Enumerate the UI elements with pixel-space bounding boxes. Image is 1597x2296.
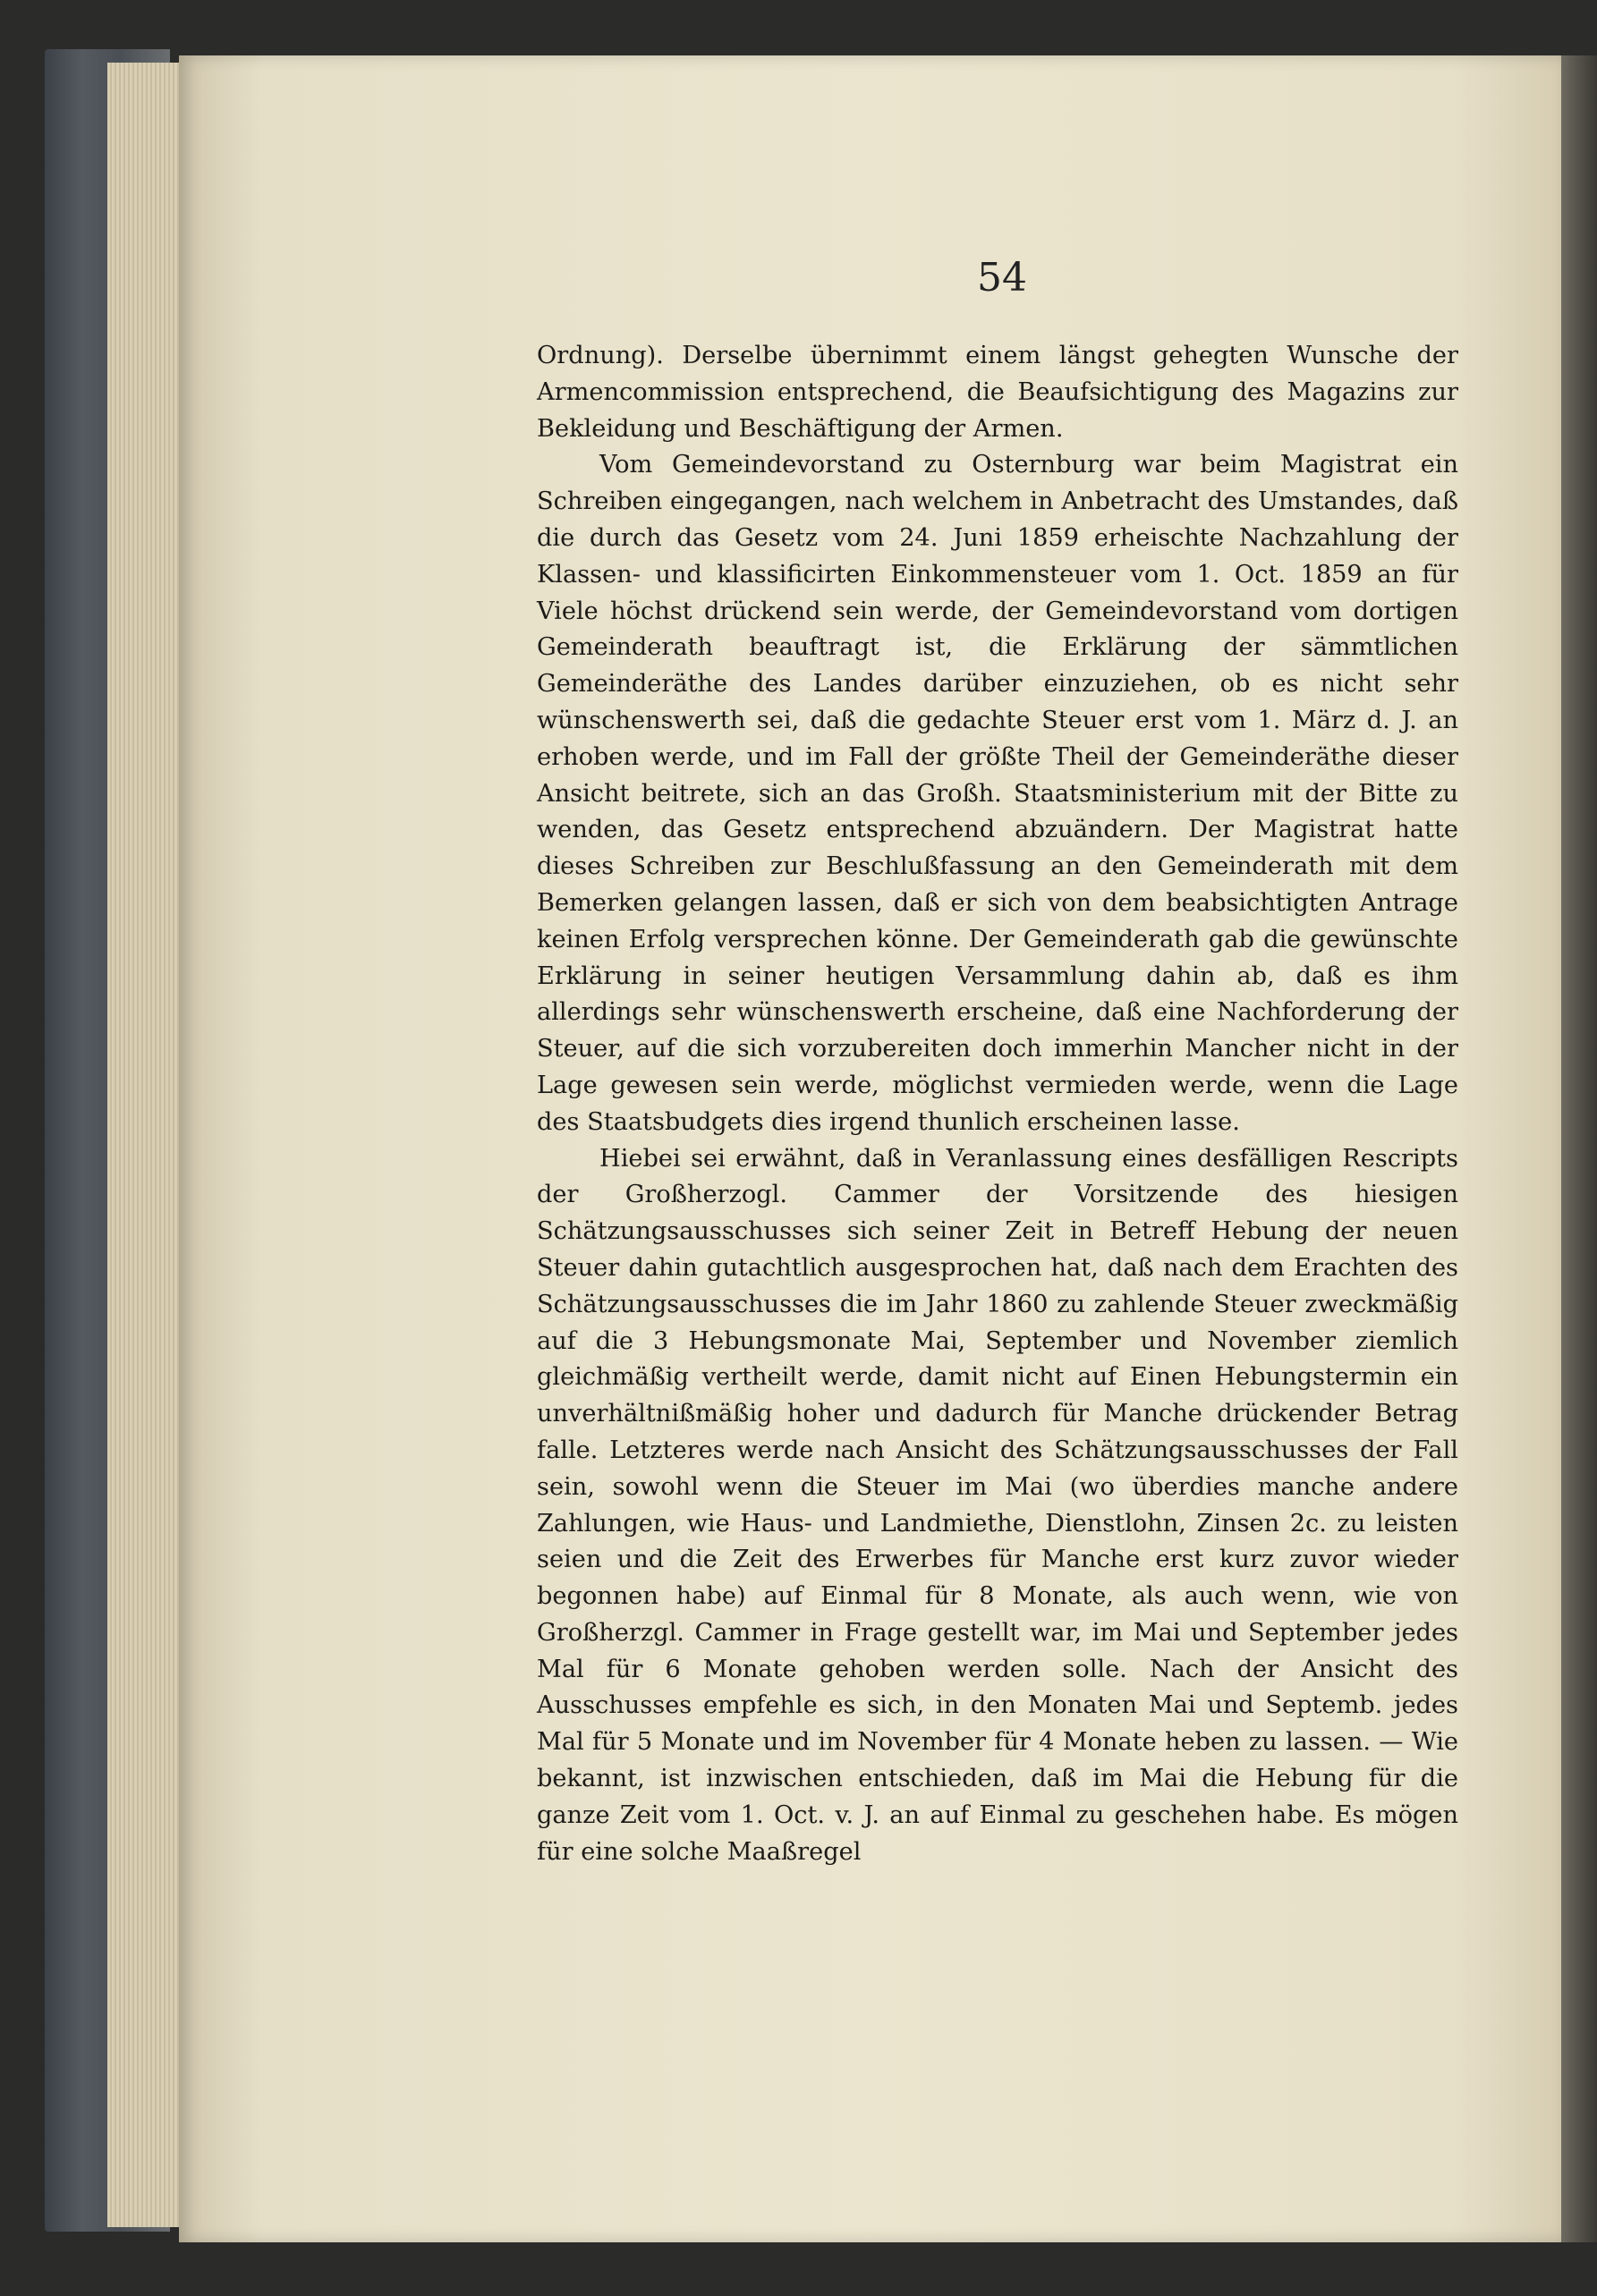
page-number: 54 [977,255,1027,301]
paragraph-2: Vom Gemeindevorstand zu Osternburg war beim Magistrat ein Schreiben eingegangen, nach welchem in Anbetracht des Umstandes, daß die durch das Gesetz vom 24. Juni 1859 erheischte Nachzahlung der Klassen- und klassificirten Einkommensteuer vom 1. Oct. 1859 an für Viele höchst drückend sein werde, der Gemeindevorstand vom dortigen Gemeinderath beauftragt ist, die Erklärung der sämmtlichen Gemeinderäthe des Landes darüber einzuziehen, ob es nicht sehr wünschenswerth sei, daß die gedachte Steuer erst vom 1. März d. J. an erhoben werde, und im Fall der größte Theil der Gemeinderäthe dieser Ansicht beitrete, sich an das Großh. Staatsministerium mit der Bitte zu wenden, das Gesetz entsprechend abzuändern. Der Magistrat hatte dieses Schreiben zur Beschlußfassung an den Gemeinderath mit dem Bemerken gelangen lassen, daß er sich von dem beabsichtigten Antrage keinen Erfolg versprechen könne. Der Gemeinderath gab die gewünschte Erklärung in seiner heutigen Versammlung dahin ab, daß es ihm allerdings sehr wünschenswerth erscheine, daß eine Nachforderung der Steuer, auf die sich vorzubereiten doch immerhin Mancher nicht in der Lage gewesen sein werde, möglichst vermieden werde, wenn die Lage des Staatsbudgets dies irgend thunlich erscheinen lasse. [537,451,1458,1136]
facing-page-edge [1561,55,1597,2242]
paragraph-1: Ordnung). Derselbe übernimmt einem längst gehegten Wunsche der Armencommission entsprechend, die Beaufsichtigung des Magazins zur Bekleidung und Beschäftigung der Armen. [537,342,1458,443]
paragraph-3: Hiebei sei erwähnt, daß in Veranlassung eines desfälligen Rescripts der Großherzogl. Cammer der Vorsitzende des hiesigen Schätzungsausschusses sich seiner Zeit in Betreff Hebung der neuen Steuer dahin gutachtlich ausgesprochen hat, daß nach dem Erachten des Schätzungsausschusses die im Jahr 1860 zu zahlende Steuer zweckmäßig auf die 3 Hebungsmonate Mai, September und November ziemlich gleichmäßig vertheilt werde, damit nicht auf Einen Hebungstermin ein unverhältnißmäßig hoher und dadurch für Manche drückender Betrag falle. Letzteres werde nach Ansicht des Schätzungsausschusses der Fall sein, sowohl wenn die Steuer im Mai (wo überdies manche andere Zahlungen, wie Haus- und Landmiethe, Dienstlohn, Zinsen 2c. zu leisten seien und die Zeit des Erwerbes für Manche erst kurz zuvor wieder begonnen habe) auf Einmal für 8 Monate, als auch wenn, wie von Großherzgl. Cammer in Frage gestellt war, im Mai und September jedes Mal für 6 Monate gehoben werden solle. Nach der Ansicht des Ausschusses empfehle es sich, in den Monaten Mai und Septemb. jedes Mal für 5 Monate und im November für 4 Monate heben zu lassen. — Wie bekannt, ist inzwischen entschieden, daß im Mai die Hebung für die ganze Zeit vom 1. Oct. v. J. an auf Einmal zu geschehen habe. Es mögen für eine solche Maaßregel [537,1144,1458,1866]
body-text [537,338,1458,1870]
